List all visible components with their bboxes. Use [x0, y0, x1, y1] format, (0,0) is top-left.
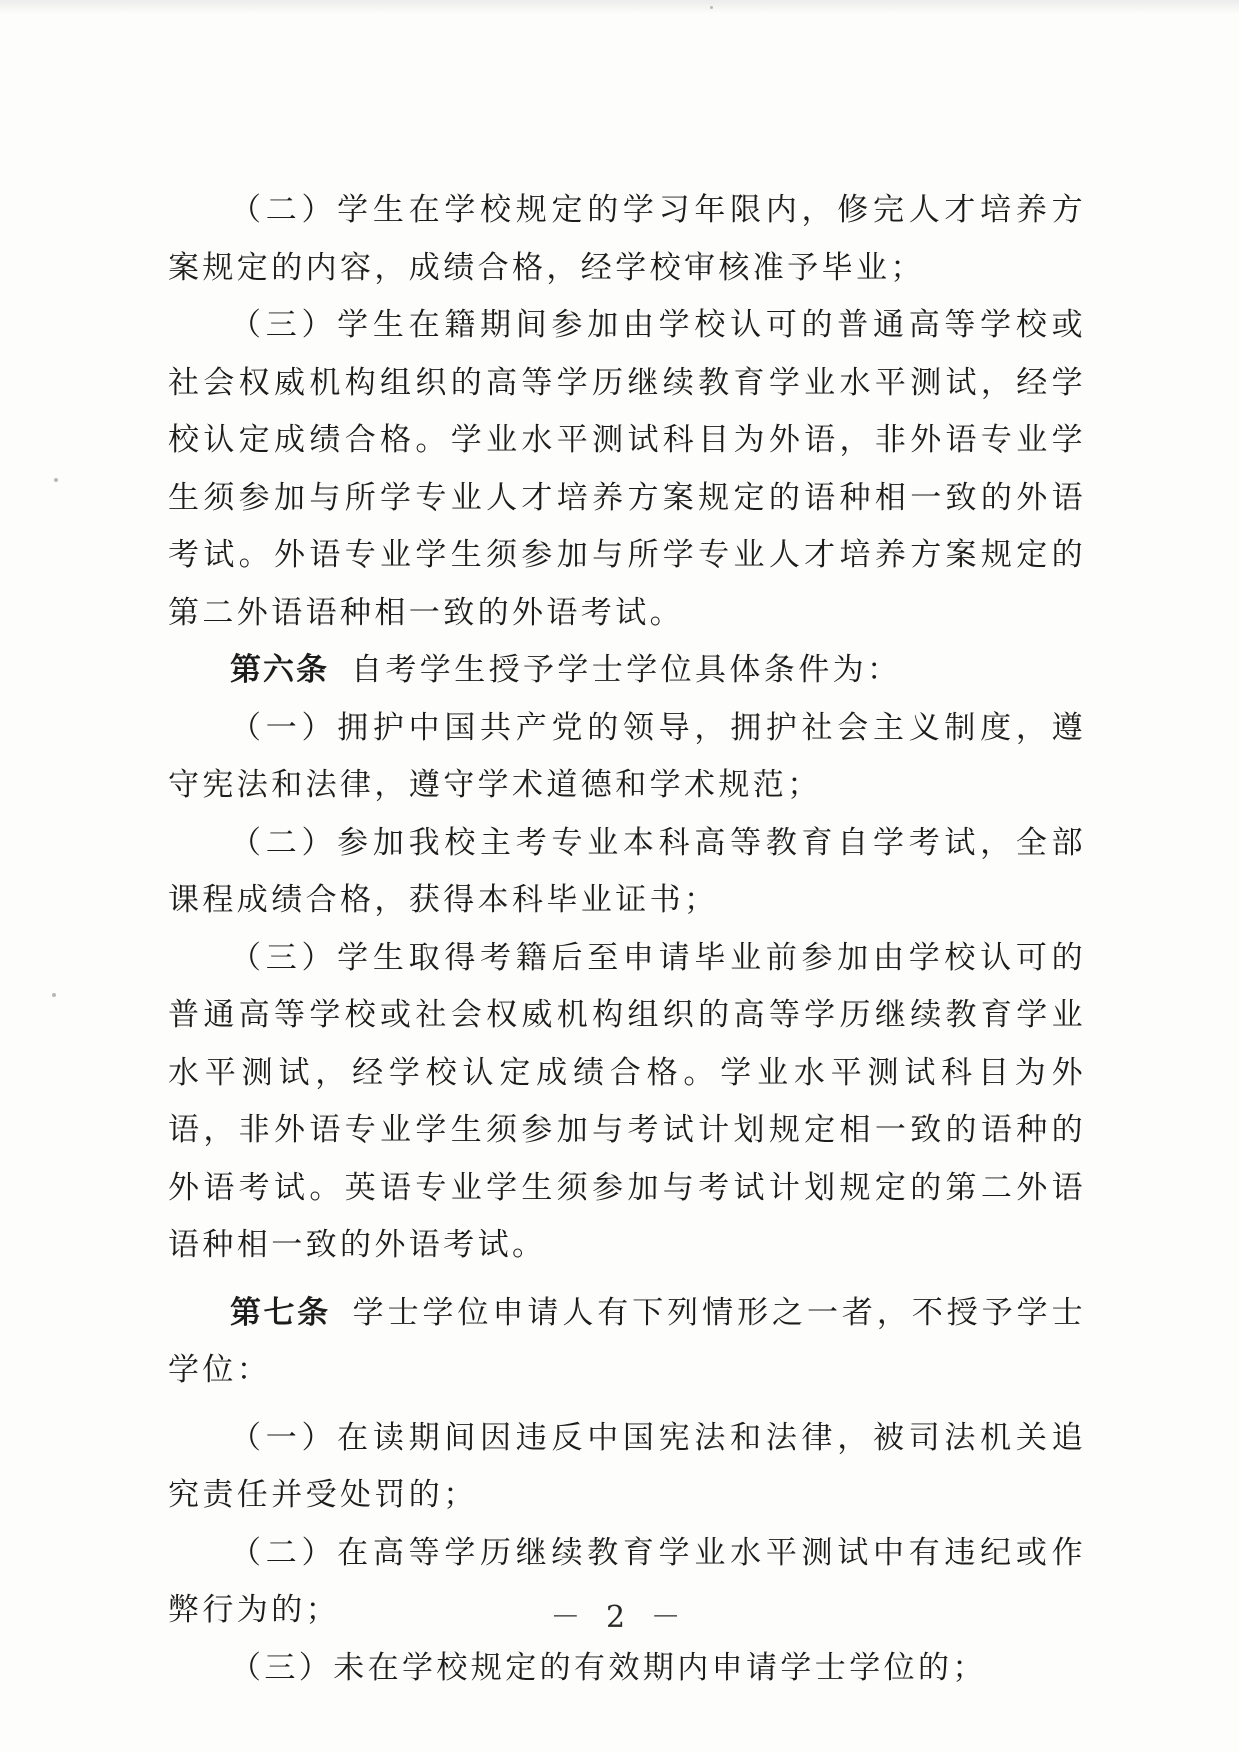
paragraph-text: （一）拥护中国共产党的领导，拥护社会主义制度，遵守宪法和法律，遵守学术道德和学术规范；: [168, 709, 1086, 803]
page-number: － 2 －: [550, 1600, 689, 1635]
scan-speck: [710, 6, 713, 9]
document-body: [168, 182, 1086, 1697]
article-label: 第七条: [230, 1294, 331, 1331]
paragraph-text: （二）参加我校主考专业本科高等教育自学考试，全部课程成绩合格，获得本科毕业证书；: [168, 824, 1086, 918]
paragraph-item-3: [168, 930, 1086, 1275]
paragraph-text: （三）未在学校规定的有效期内申请学士学位的；: [230, 1649, 987, 1686]
scan-speck: [54, 478, 58, 482]
paragraph-text: （一）在读期间因违反中国宪法和法律，被司法机关追究责任并受处罚的；: [168, 1419, 1086, 1513]
paragraph-text: （三）学生在籍期间参加由学校认可的普通高等学校或社会权威机构组织的高等学历继续教育学业水平测试，经学校认定成绩合格。学业水平测试科目为外语，非外语专业学生须参加与所学专业人才培养方案规定的语种相一致的外语考试。外语专业学生须参加与所学专业人才培养方案规定的第二外语语种相一致的外语考试。: [168, 307, 1086, 631]
paragraph-text: 自考学生授予学士学位具体条件为：: [351, 652, 902, 688]
paragraph-item-1: [168, 700, 1086, 815]
scan-top-edge: [0, 0, 1239, 14]
article-six: [168, 642, 1086, 700]
paragraph-text: （二）在高等学历继续教育学业水平测试中有违纪或作弊行为的；: [168, 1534, 1086, 1628]
article-seven: [168, 1285, 1086, 1400]
paragraph-item-2: [168, 182, 1086, 297]
scan-speck: [52, 993, 56, 997]
paragraph-item-1: [168, 1410, 1086, 1525]
paragraph-item-3: [168, 297, 1086, 642]
article-label: 第六条: [230, 652, 329, 688]
paragraph-text: （三）学生取得考籍后至申请毕业前参加由学校认可的普通高等学校或社会权威机构组织的高等学历继续教育学业水平测试，经学校认定成绩合格。学业水平测试科目为外语，非外语专业学生须参加与考试计划规定相一致的语种的外语考试。英语专业学生须参加与考试计划规定的第二外语语种相一致的外语考试。: [168, 939, 1086, 1263]
paragraph-text: 学士学位申请人有下列情形之一者，不授予学士学位：: [168, 1294, 1087, 1388]
paragraph-text: （二）学生在学校规定的学习年限内，修完人才培养方案规定的内容，成绩合格，经学校审核准予毕业；: [168, 192, 1086, 286]
paragraph-item-2: [168, 815, 1086, 930]
paragraph-item-3: [168, 1640, 1086, 1698]
